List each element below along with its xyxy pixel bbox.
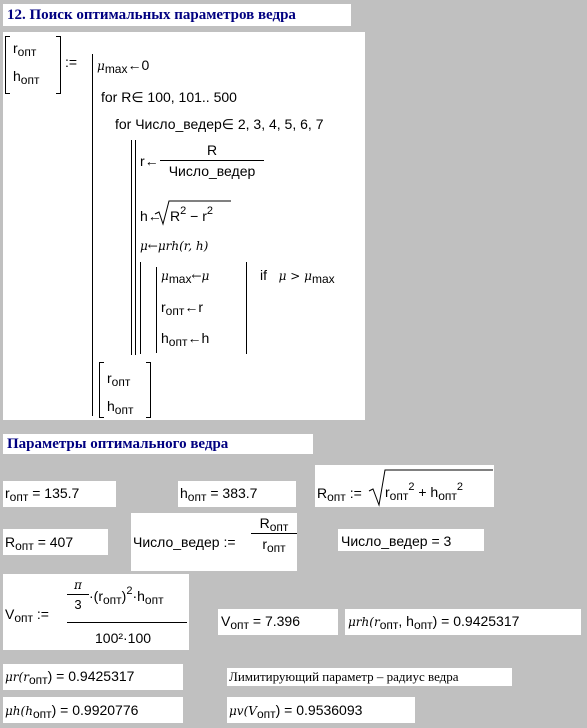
mu-h-result[interactable]: μh(hопт) = 0.9920776: [3, 697, 183, 723]
h-opt-result[interactable]: hопт = 383.7: [178, 481, 296, 507]
output-vector-left-bracket: [5, 36, 10, 94]
output-r: rопт: [13, 40, 37, 59]
params-title: [3, 434, 313, 454]
program-bar-outer: [92, 54, 93, 416]
line-if-r: rопт←r: [161, 299, 204, 318]
if-bar-outer: [140, 262, 141, 354]
h-sqrt-content: $R^2 - r^2$: [170, 205, 213, 224]
define-operator: :=: [65, 54, 78, 70]
r-opt-result[interactable]: rопт = 135.7: [3, 481, 116, 507]
return-r: rопт: [107, 370, 131, 389]
V-opt-definition[interactable]: Vопт := π 3 ·(rопт)$^2$·hопт 100²·100: [3, 574, 189, 650]
count-definition[interactable]: Число_ведер := Rопт rопт: [131, 513, 297, 571]
params-title-text: Параметры оптимального ведра: [7, 436, 229, 452]
line-for-R: for R∈ 100, 101.. 500: [101, 89, 237, 105]
mu-r-result[interactable]: μr(rопт) = 0.9425317: [3, 664, 183, 690]
return-vector-right-bracket: [146, 362, 151, 418]
line-if-h: hопт←h: [161, 330, 210, 349]
line-if-condition: if μ > μmax: [260, 267, 335, 286]
r-fraction: [160, 142, 264, 179]
if-bar-inner: [156, 267, 157, 353]
return-vector-left-bracket: [99, 362, 104, 418]
line-for-count: for Число_ведер∈ 2, 3, 4, 5, 6, 7: [115, 116, 324, 132]
line-h-assign: h←: [140, 208, 162, 224]
V-opt-result[interactable]: Vопт = 7.396: [218, 609, 338, 635]
line-r-assign: r←: [140, 153, 159, 169]
return-h: hопт: [107, 398, 134, 417]
mu-rh-result[interactable]: μrh(rопт, hопт) = 0.9425317: [345, 609, 581, 635]
program-region[interactable]: [3, 32, 365, 420]
R-opt-result[interactable]: Rопт = 407: [3, 529, 108, 555]
output-h: hопт: [13, 68, 40, 87]
r-denominator: Число_ведер: [168, 163, 256, 179]
R-opt-definition[interactable]: Rопт := rопт$^2$ + hопт$^2$: [315, 465, 494, 507]
program-bar-for1: [131, 140, 132, 355]
mu-v-result[interactable]: μv(Vопт) = 0.9536093: [227, 697, 415, 723]
line-mu-assign: μ←μrh(r, h): [140, 239, 209, 253]
section-title-text: 12. Поиск оптимальных параметров ведра: [7, 7, 296, 23]
limiting-parameter-note: Лимитирующий параметр – радиус ведра: [227, 668, 512, 686]
program-bar-for2: [135, 140, 136, 355]
count-result[interactable]: Число_ведер = 3: [338, 529, 484, 551]
line-if-mu-max: μmax←μ: [161, 269, 210, 286]
line-mu-max-init: μmax←0: [97, 57, 150, 76]
if-bar-right: [246, 262, 247, 354]
section-title: [3, 4, 351, 26]
output-vector-right-bracket: [56, 36, 61, 94]
r-numerator: R: [206, 142, 218, 158]
